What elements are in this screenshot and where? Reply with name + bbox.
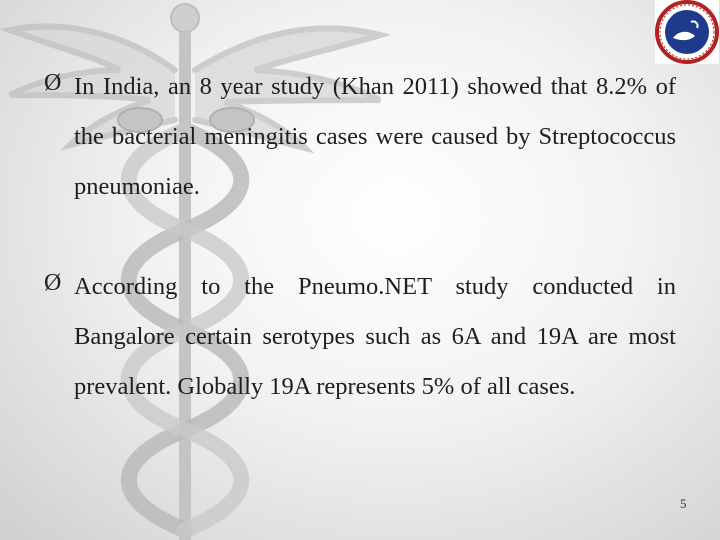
page-number: 5 bbox=[680, 496, 687, 511]
bullet-text: In India, an 8 year study (Khan 2011) showed that 8.2% of the bacterial meningitis cases were caused by Streptococcus pneumoniae. bbox=[74, 73, 676, 200]
bullet-marker: Ø bbox=[44, 70, 62, 96]
bullet-text: According to the Pneumo.NET study conducted in Bangalore certain serotypes such as 6A and 19A are most prevalent. Globally 19A represents 5% of all cases. bbox=[74, 273, 676, 400]
bullet-marker: Ø bbox=[44, 270, 62, 296]
institution-logo-icon bbox=[655, 0, 719, 64]
